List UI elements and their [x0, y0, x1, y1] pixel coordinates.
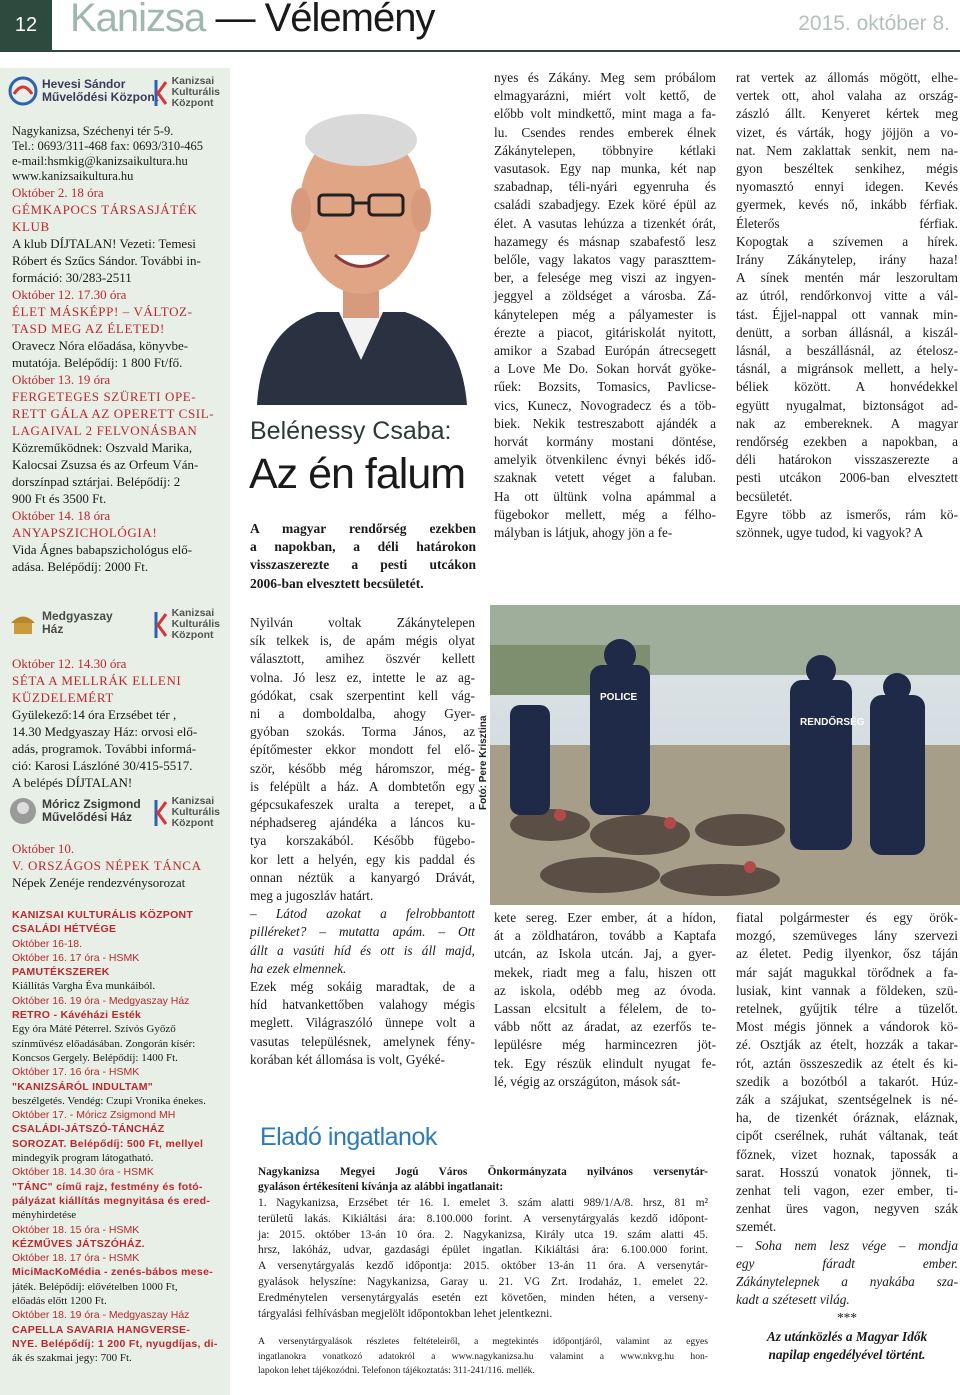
article-text-line: Lassan elcsitult a félelem, de to- [494, 1001, 716, 1017]
event-detail: A belépés DÍJTALAN! [12, 775, 133, 790]
event-heading: Október 14. 18 óra [12, 508, 111, 523]
article-text-line: vább nőtt az áradat, az ezerfős te- [494, 1019, 716, 1035]
article-quote-line: – Látod azokat a felrobbantott [250, 906, 475, 922]
event-heading: Október 12. 17.30 óra [12, 287, 127, 302]
article-text-line: az iskola, odébb meg az óvoda. [494, 982, 716, 998]
article-text-line: Irány Zákánytelep, irány haza! [736, 252, 958, 268]
medgyaszay-logo [8, 608, 224, 648]
article-text-line: volna. Jó lesz ez, intette le az ag- [250, 669, 475, 685]
author-portrait [247, 60, 475, 405]
header-separator: — [215, 0, 255, 40]
article-text-line: béliek között. A honvédekkel [736, 379, 958, 395]
event-detail: 14.30 Medgyaszay Ház: orvosi elő- [12, 724, 198, 739]
article-text-line: Egyre több az ismerős, rám kö- [736, 506, 958, 522]
article-text-line: lásnál, a beszállásnál, az ételosz- [736, 343, 958, 359]
article-text-line: szaknak vetett véget a faluban. [494, 470, 716, 486]
event-detail: Kiállítás Vargha Éva munkáiból. [12, 980, 156, 993]
article-text-line: választott, amihez öszvér kellett [250, 651, 475, 667]
article-text-line: gépcsukafeszek uralta a terepet, a [250, 797, 475, 813]
event-heading: KLUB [12, 219, 50, 234]
article-text-line: szönnek, ugye tudod, ki vagyok? A [736, 525, 924, 541]
event-detail: 900 Ft és 3500 Ft. [12, 491, 107, 506]
article-text-line: gódókat, csak szerpentint kell vág- [250, 687, 475, 703]
article-column-right-top [736, 69, 958, 542]
article-text-line: néphadsereg ajándéka a láncos ku- [250, 815, 475, 831]
moricz-logo [8, 796, 224, 836]
article-text-line: Zákánytelepen, többnyire kétlaki [494, 142, 716, 158]
contact-line: e-mail:hsmkig@kanizsaikultura.hu [12, 154, 188, 168]
events-moricz [12, 840, 226, 891]
logo-line: Kanizsai [171, 75, 215, 87]
event-heading: LAGAIVAL 2 FELVONÁSBAN [12, 423, 198, 438]
event-heading: GÉMKAPOCS TÁRSASJÁTÉK [12, 202, 198, 217]
article-text-line: lusiak, kint vannak a földeken, szü- [736, 982, 958, 998]
event-heading: SOROZAT. Belépődíj: 500 Ft, mellyel [12, 1137, 204, 1150]
hsmk-logo-icon [8, 76, 38, 106]
article-text-line: belőle, vagy lakatos vagy paraszttem- [494, 252, 716, 268]
hsmk-logo [8, 76, 224, 116]
article-text-line: Ezek még sokáig maradtak, de a [250, 979, 475, 995]
family-weekend-program [12, 908, 226, 1366]
event-detail: Közreműködnek: Oszvald Marika, [12, 440, 193, 455]
article-text-line: Kopogtak a szívemen a hírek. [736, 233, 958, 249]
event-detail: Egy óra Máté Péterrel. Szívós Győző [12, 1023, 176, 1036]
lead-line: 2006-ban elvesztett becsületét. [250, 575, 424, 591]
photo-badge-text: RENDŐRSÉG [800, 717, 865, 728]
article-text-line: gyóban szokás. Torma János, az [250, 724, 475, 740]
article-lead [250, 520, 476, 593]
event-heading: Október 10. [12, 841, 75, 856]
event-heading: ÉLET MÁSKÉPP! – VÁLTOZ- [12, 304, 193, 319]
event-heading: Október 17. 16 óra - HSMK [12, 1066, 140, 1079]
article-text-line: zák a szájukat, szentségelnek is né- [736, 1092, 958, 1108]
article-text-line: denütt, a sorban állásnál, a kiszál- [736, 324, 958, 340]
article-text-line: már saját magukkal törődnek a fa- [736, 964, 958, 980]
section-separator: *** [837, 1310, 857, 1326]
event-heading: Október 18. 15 óra - HSMK [12, 1223, 140, 1236]
article-text-line: pesti utcákon 2006-ban elvesztett [736, 470, 958, 486]
article-text-line: zenhat teli vagon, ezer ember, ti- [736, 1183, 958, 1199]
article-text-line: lé, végig az országúton, mások sát- [494, 1073, 681, 1089]
article-text-line: ni a domboldalba, ahogy Gyer- [250, 706, 475, 722]
kk-logo-icon [153, 78, 169, 108]
article-column-left-bottom [250, 614, 475, 1069]
article-text-line: mozgó, szemüveges lány szervezi [736, 928, 958, 944]
article-text-line: utcán, az Iskola utcán. Jaj, a gyer- [494, 946, 716, 962]
article-text-line: vertek ott, ahol valaha az ország- [736, 88, 958, 104]
event-detail: ményhirdetése [12, 1209, 77, 1222]
article-quote-line: Zákánytelepnek a nyakába sza- [736, 1274, 958, 1290]
event-detail: előadás előtt 1200 Ft. [12, 1295, 107, 1308]
article-text-line: együtt nyugalmat, biztonságot ad- [736, 397, 958, 413]
event-detail: Kalocsai Zsuzsa és az Orfeum Ván- [12, 457, 199, 472]
article-text-line: elmagyarázni, miért volt kettő, de [494, 88, 716, 104]
article-text-line: Életerős férfiak. [736, 215, 958, 231]
event-heading: CAPELLA SAVARIA HANGVERSE- [12, 1323, 191, 1336]
events-medgyaszay [12, 655, 226, 791]
article-text-line: a Love Me Do. Sokan horvát gyöke- [494, 361, 716, 377]
event-heading: Október 18. 19 óra - Medgyaszay Ház [12, 1309, 190, 1322]
event-detail: beszélgetés. Vendég: Czupi Vronika énekes. [12, 1094, 206, 1107]
article-text-line: korában két állomása is volt, Gyéké- [250, 1051, 445, 1067]
events-hsmk [12, 184, 226, 575]
event-heading: Október 18. 14.30 óra - HSMK [12, 1166, 154, 1179]
event-heading: Október 17. - Móricz Zsigmond MH [12, 1109, 176, 1122]
classified-body-line: hrsz, lakóház, udvar, gazdasági épület ingatlan. Kikiáltási ára: 6.100.000 forint. [258, 1244, 708, 1257]
event-detail: Róbert és Szűcs Sándor. További in- [12, 253, 201, 268]
event-detail: adás, programok. További informá- [12, 741, 197, 756]
article-text-line: kor lett a helyén, egy kis paddal és [250, 851, 475, 867]
header-rule [0, 50, 960, 52]
article-text-line: vasutasok. Egy nap munka, két nap [494, 161, 716, 177]
article-text-line: vizet, és várták, hogy jöjjön a vo- [736, 124, 958, 140]
article-quote-line: állt a vasúti híd és ott is áll majd, [250, 942, 475, 958]
event-heading: RETRO - Kávéházi Esték [12, 1009, 142, 1022]
article-text-line: élet. A vasutas lehúzza a tizenkét órát, [494, 215, 716, 231]
article-text-line: lepülésre még harmincezren jöt- [494, 1037, 716, 1053]
article-text-line: kete sereg. Ezer ember, át a hídon, [494, 910, 716, 925]
kk-logo-icon [153, 610, 169, 640]
article-text-line: jeggyel a zöldséget a városba. Zá- [494, 288, 716, 304]
article-text-line: kánytelepen még a pályamester is [494, 306, 716, 322]
article-text-line: hazamegy és másnap szabafestő lesz [494, 233, 716, 249]
logo-line: Kanizsai [171, 607, 215, 619]
article-text-line: retelnek, gyűjtik télre a tüzelőt. [736, 1001, 958, 1017]
article-text-line: fügebokor mellett, még a félho- [494, 506, 716, 522]
article-text-line: szemét. [736, 1219, 777, 1235]
event-detail: ák és szakmai jegy: 700 Ft. [12, 1352, 132, 1365]
event-detail: mutatója. Belépődíj: 1 800 Ft/fő. [12, 355, 183, 370]
event-heading: V. ORSZÁGOS NÉPEK TÁNCA [12, 858, 202, 873]
article-text-line: gyermek, kevés nő, inkább férfiak. [736, 197, 958, 213]
medgyaszay-logo-icon [8, 608, 38, 638]
event-detail: mindegyik program látogatható. [12, 1152, 154, 1165]
event-heading: FERGETEGES SZÜRETI OPE- [12, 389, 197, 404]
logo-line: Művelődési Központ [42, 90, 159, 104]
logo-line: Hevesi Sándor [42, 77, 126, 92]
event-heading: Október 16-18. [12, 937, 83, 950]
event-heading: KÉZMŰVES JÁTSZÓHÁZ. [12, 1237, 145, 1250]
article-text-line: rót, aztán összeszedik az ételt és ki- [736, 1055, 958, 1071]
event-heading: Október 16. 19 óra - Medgyaszay Ház [12, 994, 190, 1007]
article-quote-line: kadt a szétesett világ. [736, 1292, 850, 1308]
article-text-line: rat vertek az állomás mögött, elhe- [736, 70, 958, 85]
article-quote-line: egy fáradt ember. [736, 1255, 958, 1271]
article-text-line: meg a jugoszláv határt. [250, 888, 374, 904]
article-text-line: cipőt cserélnek, ruhát váltanak, teát [736, 1128, 958, 1144]
article-text-line: amikor a Szabad Európán átrecsegett [494, 343, 716, 359]
classified-body-line: területű lakás. Kikiáltási ára: 8.100.000 forint. A versenytárgyalás kezdő időpont- [258, 1212, 708, 1225]
article-text-line: ször, később még háromszor, még- [250, 760, 475, 776]
logo-line: Kulturális [171, 618, 220, 631]
section-name: Vélemény [264, 0, 435, 40]
event-heading: "KANIZSÁRÓL INDULTAM" [12, 1080, 154, 1093]
article-text-line: főznek, vizet hoznak, tapossák a [736, 1146, 958, 1162]
article-column-mid-top [494, 69, 716, 542]
logo-line: Móricz Zsigmond [42, 797, 141, 812]
article-text-line: rűek: Bozsits, Tomasics, Pavlicse- [494, 379, 716, 395]
photo-credit: Fotó: Pere Krisztina [478, 715, 489, 810]
reprint-note: Az utánközlés a Magyar Idők [766, 1328, 928, 1344]
article-text-line: sarat. Hosszú vonatok jönnek, ti- [736, 1164, 958, 1180]
article-text-line: Nyilván voltak Zákánytelepen [250, 615, 475, 630]
classified-body [258, 1196, 708, 1322]
moricz-logo-icon [8, 796, 38, 826]
article-text-line: az útról, rendőrkonvoj vitte a vál- [736, 288, 958, 304]
classified-title: Eladó ingatlanok [260, 1123, 437, 1151]
article-quote-line: ha ezek elmennek. [250, 960, 347, 976]
article-text-line: szedik a bozótból a takarót. Húz- [736, 1073, 958, 1089]
page-header-title [70, 0, 434, 41]
event-heading: pályázat kiállítás megnyitása és ered- [12, 1194, 211, 1207]
article-text-line: biek. Nekik testreszabott ajándék a [494, 415, 716, 431]
event-detail: formáció: 30/283-2511 [12, 270, 132, 285]
classified-intro-line: gyaláson értékesíteni kívánja az alábbi ingatlanait: [258, 1180, 504, 1193]
logo-line: Központ [171, 817, 214, 830]
logo-line: Ház [42, 622, 64, 636]
article-text-line: híd hatvankettőben valahogy mégis [250, 997, 475, 1013]
event-heading: Október 13. 19 óra [12, 372, 111, 387]
article-text-line: becsületét. [736, 488, 793, 504]
article-text-line: építőmester ekkor mondott fel elő- [250, 742, 475, 758]
article-column-mid-bottom [494, 909, 716, 1091]
article-text-line: szabadnap, téli-nyári egyenruha és [494, 179, 716, 195]
publication-name: Kanizsa [70, 0, 206, 40]
event-heading: Október 18. 17 óra - HSMK [12, 1252, 140, 1265]
lead-line: visszaszerezte a pesti utcákon [250, 557, 476, 573]
contact-info [12, 124, 226, 184]
event-detail: Koncsos Gergely. Belépődíj: 1400 Ft. [12, 1051, 178, 1064]
event-detail: színművész előadásában. Zongorán kísér: [12, 1037, 196, 1050]
article-text-line: lu. Csendes rendes emberek élnek [494, 124, 716, 140]
classified-body-line: tárgyalási felhívásban megjelölt időpontokban lehet jelentkezni. [258, 1307, 553, 1320]
classified-contact-line: lapokon lehet tájékozódni. Telefonon tájékoztatás: 311-241/116. mellék. [258, 1365, 535, 1376]
article-text-line: családi szabadjegy. Ezek köré épül az [494, 197, 716, 213]
issue-date: 2015. október 8. [798, 12, 950, 35]
article-text-line: amelyik ötvenkilenc évnyi békés idő- [494, 452, 716, 468]
logo-line: Medgyaszay [42, 609, 113, 624]
article-text-line: Ha ott ültünk volna apámmal a [494, 488, 716, 504]
page-number: 12 [0, 0, 52, 50]
event-heading: SÉTA A MELLRÁK ELLENI [12, 673, 182, 688]
event-heading: TASD MEG AZ ÉLETED! [12, 321, 165, 336]
photo-badge-text: POLICE [600, 692, 638, 703]
event-detail: adása. Belépődíj: 2000 Ft. [12, 559, 149, 574]
lead-line: A magyar rendőrség ezekben [250, 521, 476, 536]
event-heading: KANIZSAI KULTURÁLIS KÖZPONT [12, 909, 194, 921]
event-detail: játék. Belépődíj: elővételben 1000 Ft, [12, 1280, 178, 1293]
article-text-line: A sínek mentén már leszorultam [736, 270, 958, 286]
article-text-line: mályban is látjuk, ahogy jön a fe- [494, 525, 673, 541]
event-detail: Vida Ágnes babapszichológus elő- [12, 542, 193, 557]
article-text-line: zenhat üres vagon, negyven szák [736, 1201, 958, 1217]
article-quote-line: – Soha nem lesz vége – mondja [736, 1237, 958, 1253]
article-text-line: zászló állt. Kenyeret kértek meg [736, 106, 958, 122]
contact-line: Nagykanizsa, Széchenyi tér 5-9. [12, 124, 174, 138]
article-quote-line: pilléreket? – mutatta apám. – Ott [250, 924, 475, 940]
article-text-line: is felépült a ház. A dombtetőn egy [250, 778, 475, 794]
classified-contact-line: A versenytárgyalások részletes feltételeiről, a megtekintés időpontjáról, valamint az egyes [258, 1336, 708, 1347]
article-text-line: rendőrség ezekben a napokban, a [736, 434, 958, 450]
event-detail: dorszínpad sztárjai. Belépődíj: 2 [12, 474, 181, 489]
article-text-line: az életet. Pedig ilyenkor, ősz táján [736, 946, 958, 962]
event-heading: CSALÁDI-JÁTSZÓ-TÁNCHÁZ [12, 1123, 165, 1136]
article-text-line: gyon beszéltek senkihez, mégis [736, 161, 958, 177]
event-heading: NYE. Belépődíj: 1 200 Ft, nyugdíjas, di- [12, 1337, 218, 1350]
program-sidebar [0, 68, 230, 1395]
event-heading: KÜZDELEMÉRT [12, 690, 114, 705]
lead-line: a napokban, a déli határokon [250, 539, 476, 555]
logo-line: Központ [171, 629, 214, 642]
article-text-line: tásnál, a migránsok mellett, a hely- [736, 361, 958, 377]
article-title: Az én falum [249, 450, 466, 498]
event-detail: Gyülekező:14 óra Erzsébet tér , [12, 707, 177, 722]
classified-body-line: A versenytárgyalás kezdő időpontja: 2015. október 13-án 11 óra. A versenytár- [258, 1260, 708, 1273]
article-text-line: sík telkek is, de apám mégis olyat [250, 633, 475, 649]
event-detail: Népek Zenéje rendezvénysorozat [12, 875, 186, 890]
article-photo-police-migrants [490, 605, 960, 905]
event-heading: Október 12. 14.30 óra [12, 656, 127, 671]
article-text-line: tya korszakából. Később fügebo- [250, 833, 475, 849]
article-text-line: nak az embereknek. A magyar [736, 415, 958, 431]
reprint-note: napilap engedélyével történt. [768, 1346, 926, 1362]
kk-logo-icon [153, 798, 169, 828]
article-text-line: ha, de tizenkét óráznak, eláznak, [736, 1110, 958, 1126]
article-text-line: fiatal polgármester és egy örök- [736, 910, 958, 925]
article-text-line: nyes és Zákány. Meg sem próbálom [494, 70, 716, 85]
classified-contact [258, 1335, 708, 1379]
event-detail: A klub DÍJTALAN! Vezeti: Temesi [12, 236, 196, 251]
logo-line: Központ [171, 97, 214, 110]
classified-body-line: gyalások helyszíne: Nagykanizsa, Garay u. 21. VG Zrt. Irodaház, 1. emelet 22. [258, 1275, 708, 1288]
logo-line: Művelődési Ház [42, 810, 133, 824]
article-text-line: tást. Éjjel-nappal ott vannak min- [736, 306, 958, 322]
event-detail: ció: Karosi Lászlóné 30/415-5517. [12, 758, 193, 773]
article-text-line: érezte a piacot, gitáriskolát nyitott, [494, 324, 716, 340]
event-heading: "TÁNC" című rajz, festmény és fotó- [12, 1180, 203, 1193]
classified-intro [258, 1165, 708, 1195]
classified-body-line: ja: 2015. október 13-án 10 óra. 2. Nagykanizsa, Király utca 19. szám alatti 45. [258, 1228, 708, 1241]
classified-body-line: Eredménytelen versenytárgyalás esetén ezt követően, minden héten, a verseny- [258, 1291, 708, 1304]
article-text-line: zé. Osztják az ételt, hozzák a takar- [736, 1037, 958, 1053]
event-heading: CSALÁDI HÉTVÉGE [12, 923, 117, 936]
event-heading: Október 16. 17 óra - HSMK [12, 951, 140, 964]
article-text-line: át a zöldhatáron, tovább a Kaptafa [494, 928, 716, 944]
article-text-line: nat. Nem zaklattak senkit, nem na- [736, 142, 958, 158]
article-text-line: mekek, riadt meg a falu, hiszen ott [494, 964, 716, 980]
logo-line: Kulturális [171, 86, 220, 99]
event-heading: MiciMacKoMédia - zenés-bábos mese- [12, 1266, 213, 1279]
logo-line: Kulturális [171, 806, 220, 819]
event-heading: RETT GÁLA AZ OPERETT CSIL- [12, 406, 215, 421]
contact-line: www.kanizsaikultura.hu [12, 169, 134, 183]
article-text-line: előbb volt mindkettő, mint maga a fa- [494, 106, 716, 122]
event-heading: PAMUTÉKSZEREK [12, 966, 110, 979]
event-heading: Október 2. 18 óra [12, 185, 104, 200]
article-text-line: ber, a felesége meg viszi az ingyen- [494, 270, 716, 286]
article-text-line: nyomasztó ennyi idegen. Kevés [736, 179, 958, 195]
classified-intro-line: Nagykanizsa Megyei Jogú Város Önkormányzata nyilvános versenytár- [258, 1166, 708, 1178]
article-author-title: Belénessy Csaba: [250, 417, 452, 445]
article-text-line: vasutas településnek, amelynek fény- [250, 1033, 475, 1049]
article-text-line: meglett. Világraszóló ünnepe volt a [250, 1015, 475, 1031]
contact-line: Tel.: 0693/311-468 fax: 0693/310-465 [12, 139, 203, 153]
article-text-line: horvát kormány mostani döntése, [494, 434, 716, 450]
article-text-line: déli határokon visszaszerezte a [736, 452, 958, 468]
event-detail: Oravecz Nóra előadása, könyvbe- [12, 338, 189, 353]
classified-contact-line: ingatlanokra vonatkozó adatokról a www.nagykanizsa.hu valamint a www.nkvg.hu hon- [258, 1350, 708, 1362]
logo-line: Kanizsai [171, 795, 215, 807]
event-heading: ANYAPSZICHOLÓGIA! [12, 525, 158, 540]
article-text-line: onnan néztük a kanyargó Drávát, [250, 869, 475, 885]
article-text-line: Most mégis jönnek a vándorok kö- [736, 1019, 958, 1035]
article-column-right-bottom [736, 909, 958, 1364]
article-text-line: tek. Egy részük elindult nyugat fe- [494, 1055, 716, 1071]
article-text-line: vics, Kunecz, Novogradecz és a töb- [494, 397, 716, 413]
classified-body-line: 1. Nagykanizsa, Erzsébet tér 16. I. emelet 3. szám alatti 989/1/A/8. hrsz, 81 m² [258, 1197, 708, 1209]
